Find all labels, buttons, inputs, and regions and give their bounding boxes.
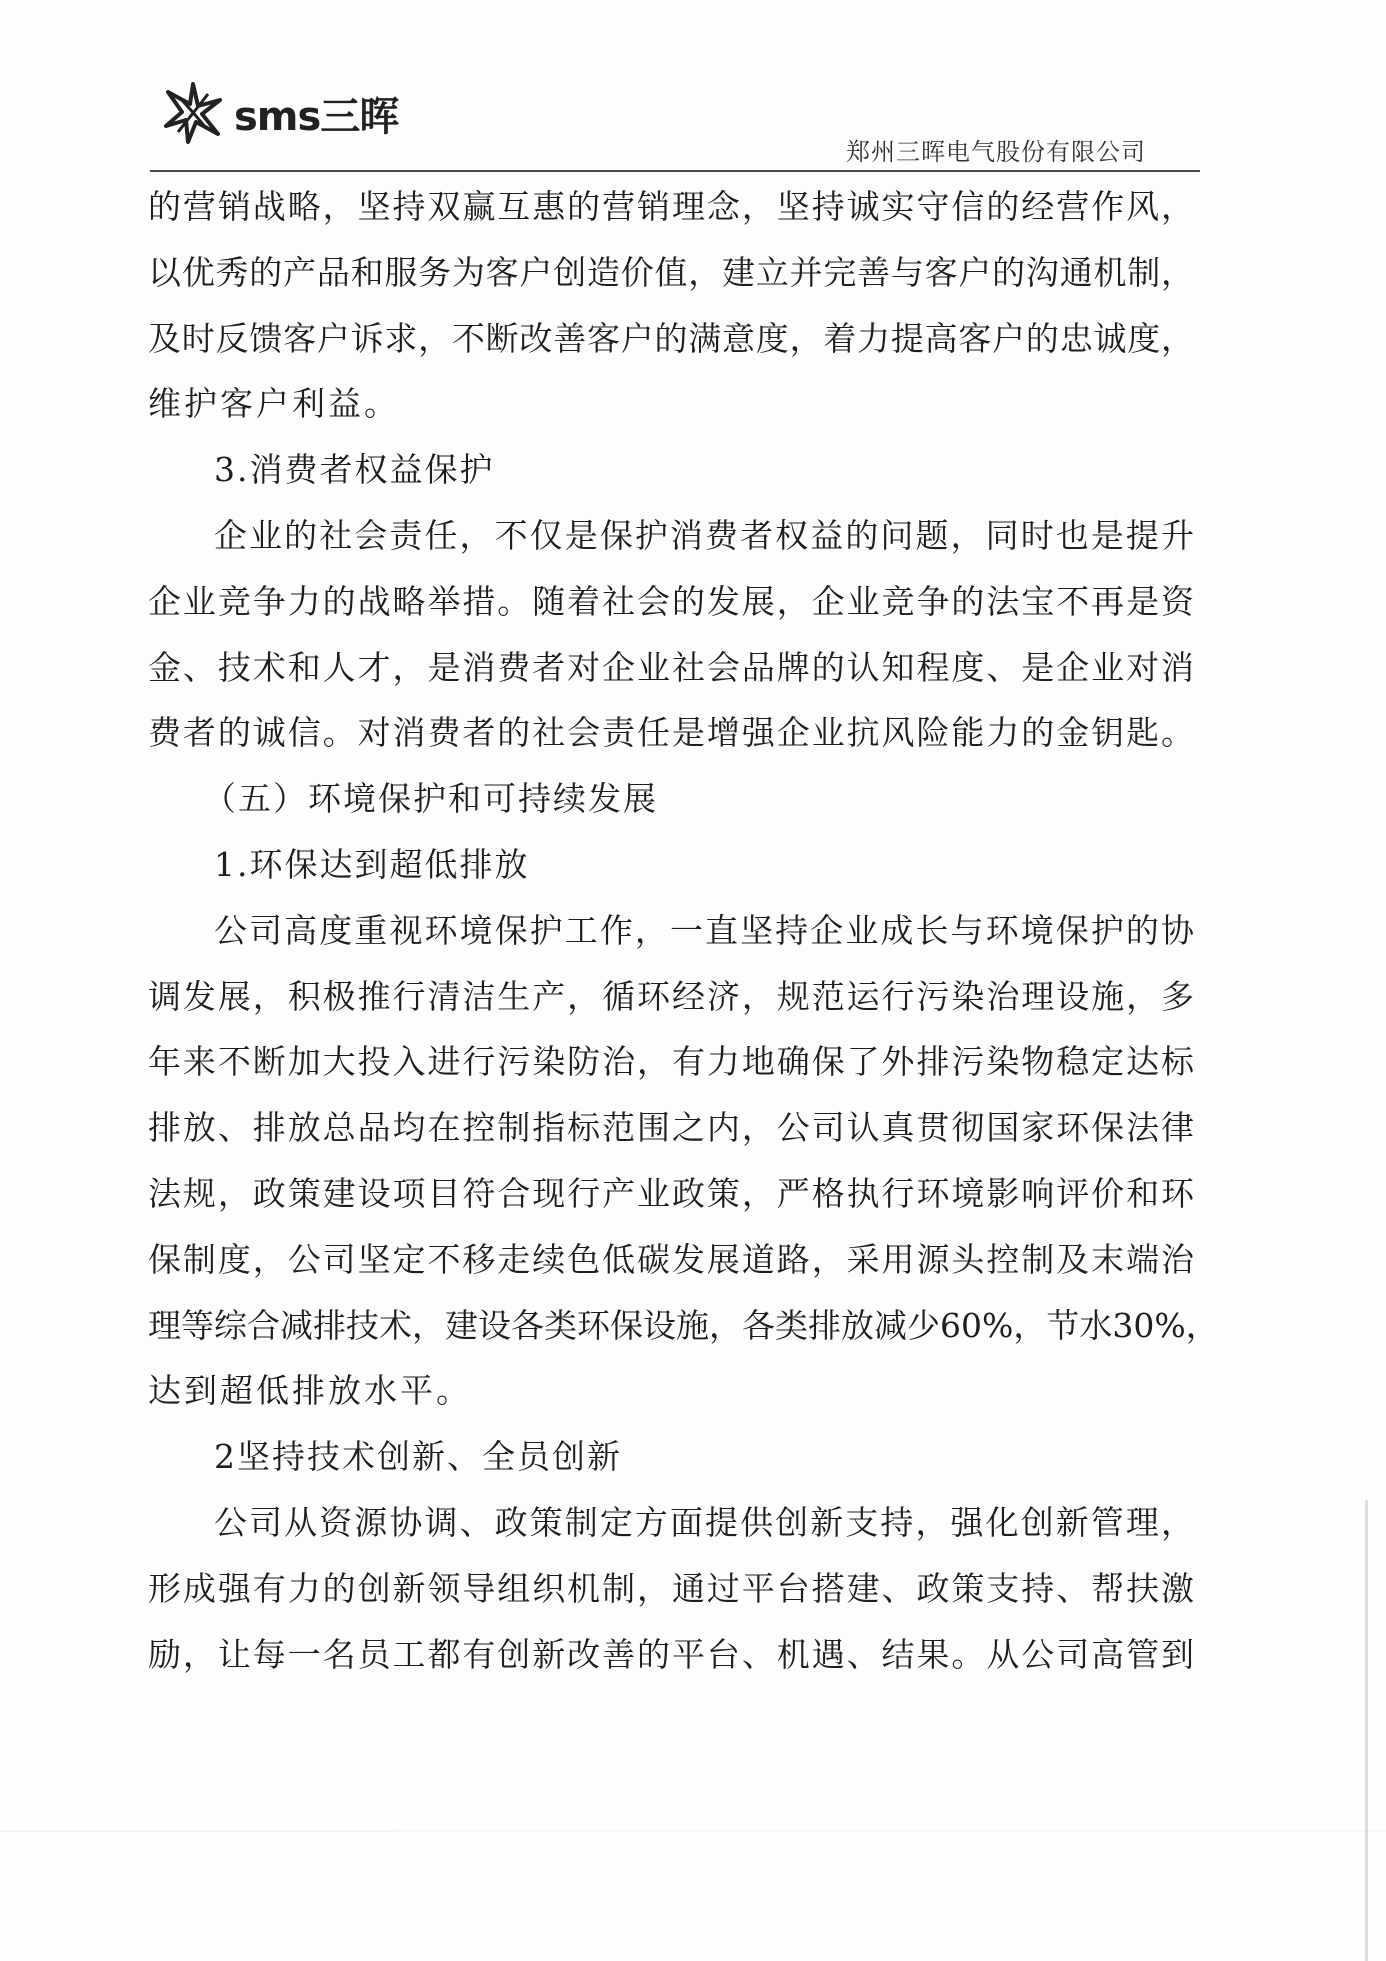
text-line: 法规，政策建设项目符合现行产业政策，严格执行环境影响评价和环	[148, 1173, 1194, 1213]
text-line: 企业的社会责任，不仅是保护消费者权益的问题，同时也是提升	[214, 515, 1194, 555]
text-line: 的营销战略，坚持双赢互惠的营销理念，坚持诚实守信的经营作风，	[148, 187, 1194, 226]
text-line: 励，让每一名员工都有创新改善的平台、机遇、结果。从公司高管到	[148, 1634, 1194, 1674]
text-line: 理等综合减排技术，建设各类环保设施，各类排放减少60%，节水30%，	[148, 1305, 1219, 1345]
text-line: 及时反馈客户诉求，不断改善客户的满意度，着力提高客户的忠诚度，	[148, 318, 1194, 358]
text-line: 金、技术和人才，是消费者对企业社会品牌的认知程度、是企业对消	[148, 647, 1194, 687]
text-line: 公司高度重视环境保护工作，一直坚持企业成长与环境保护的协	[214, 910, 1194, 950]
text-line: 维护客户利益。	[148, 384, 400, 424]
text-line: 形成强有力的创新领导组织机制，通过平台搭建、政策支持、帮扶激	[148, 1568, 1194, 1608]
company-logo	[158, 78, 398, 148]
header-divider	[150, 170, 1200, 172]
text-line: 达到超低排放水平。	[148, 1371, 472, 1411]
body-text	[148, 174, 1219, 1687]
section-heading: 2坚持技术创新、全员创新	[214, 1437, 622, 1477]
section-heading: 1.环保达到超低排放	[214, 844, 530, 884]
text-line: 年来不断加大投入进行污染防治，有力地确保了外排污染物稳定达标	[148, 1042, 1194, 1082]
section-heading: 3.消费者权益保护	[214, 450, 495, 490]
text-line: 企业竞争力的战略举措。随着社会的发展，企业竞争的法宝不再是资	[148, 581, 1194, 621]
section-heading: （五）环境保护和可持续发展	[203, 779, 658, 819]
text-line: 以优秀的产品和服务为客户创造价值，建立并完善与客户的沟通机制，	[148, 252, 1194, 292]
text-line: 排放、排放总品均在控制指标范围之内，公司认真贯彻国家环保法律	[148, 1108, 1194, 1148]
text-line: 调发展，积极推行清洁生产，循环经济，规范运行污染治理设施，多	[148, 976, 1194, 1016]
text-line: 公司从资源协调、政策制定方面提供创新支持，强化创新管理，	[214, 1502, 1194, 1542]
sms-star-logo-icon	[158, 78, 228, 148]
company-name: 郑州三晖电气股份有限公司	[846, 138, 1146, 166]
scan-edge-mark	[1365, 1500, 1368, 1961]
logo-text: sms三晖	[234, 93, 399, 140]
text-line: 保制度，公司坚定不移走续色低碳发展道路，采用源头控制及末端治	[148, 1239, 1194, 1279]
text-line: 费者的诚信。对消费者的社会责任是增强企业抗风险能力的金钥匙。	[148, 713, 1194, 753]
scan-artifact	[0, 1830, 1386, 1832]
